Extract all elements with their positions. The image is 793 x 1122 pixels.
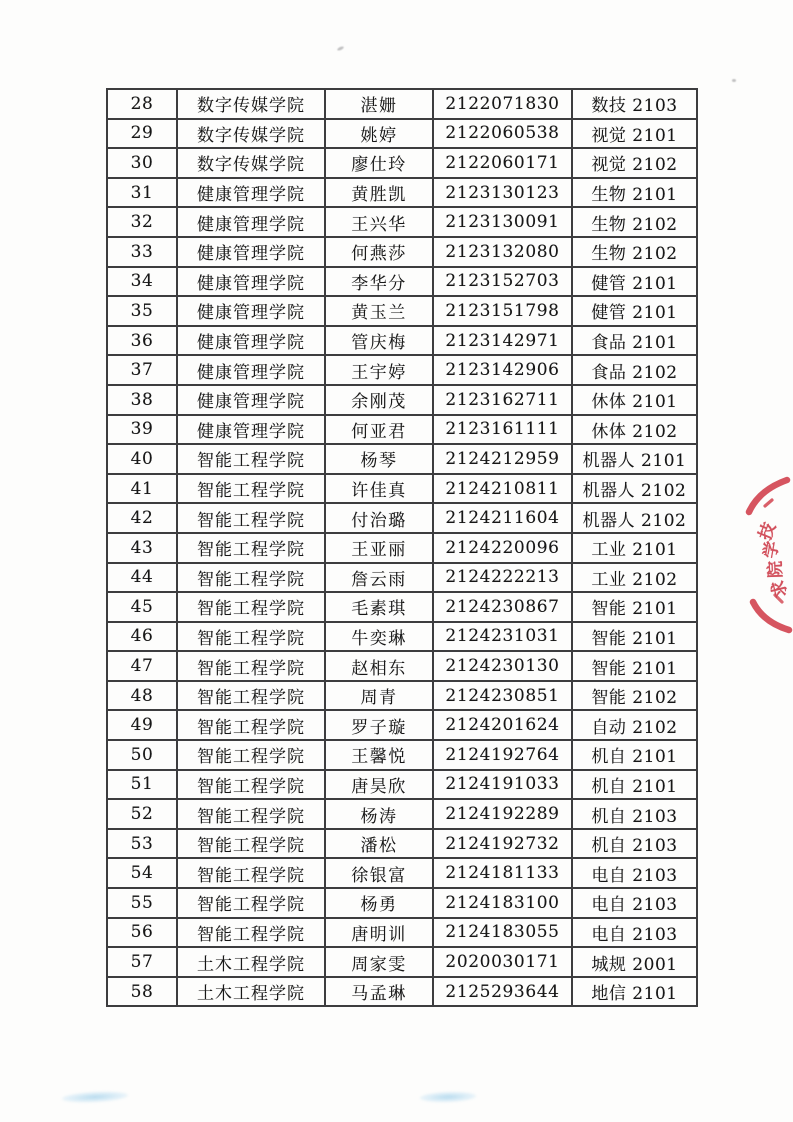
table-row <box>107 503 697 533</box>
student-name-cell: 詹云雨 <box>325 563 433 593</box>
student-name-cell: 罗子璇 <box>325 710 433 740</box>
scan-smudge <box>420 1091 476 1103</box>
table-row <box>107 326 697 356</box>
row-number-cell: 40 <box>107 444 177 474</box>
class-cell: 机自 2101 <box>572 740 697 770</box>
row-number-cell: 32 <box>107 207 177 237</box>
student-id-cell: 2123142971 <box>433 326 572 356</box>
row-number-cell: 37 <box>107 355 177 385</box>
official-seal-stamp <box>741 476 793 634</box>
class-cell: 视觉 2102 <box>572 148 697 178</box>
student-id-cell: 2123151798 <box>433 296 572 326</box>
table-row <box>107 148 697 178</box>
college-cell: 智能工程学院 <box>177 799 325 829</box>
college-cell: 智能工程学院 <box>177 740 325 770</box>
student-name-cell: 马孟琳 <box>325 977 433 1007</box>
class-cell: 机自 2103 <box>572 829 697 859</box>
college-cell: 健康管理学院 <box>177 326 325 356</box>
student-id-cell: 2124231031 <box>433 622 572 652</box>
row-number-cell: 56 <box>107 918 177 948</box>
table-row <box>107 563 697 593</box>
student-name-cell: 潘松 <box>325 829 433 859</box>
class-cell: 地信 2101 <box>572 977 697 1007</box>
table-row <box>107 799 697 829</box>
student-name-cell: 廖仕玲 <box>325 148 433 178</box>
row-number-cell: 57 <box>107 947 177 977</box>
seal-tick-mark <box>765 500 772 506</box>
student-id-cell: 2124220096 <box>433 533 572 563</box>
seal-character: 学 <box>760 539 784 561</box>
college-cell: 智能工程学院 <box>177 503 325 533</box>
table-row <box>107 977 697 1007</box>
row-number-cell: 28 <box>107 89 177 119</box>
class-cell: 健管 2101 <box>572 267 697 297</box>
row-number-cell: 31 <box>107 178 177 208</box>
college-cell: 智能工程学院 <box>177 770 325 800</box>
college-cell: 智能工程学院 <box>177 533 325 563</box>
student-name-cell: 杨琴 <box>325 444 433 474</box>
college-cell: 健康管理学院 <box>177 296 325 326</box>
class-cell: 数技 2103 <box>572 89 697 119</box>
class-cell: 自动 2102 <box>572 710 697 740</box>
student-id-cell: 2125293644 <box>433 977 572 1007</box>
class-cell: 电自 2103 <box>572 888 697 918</box>
class-cell: 工业 2101 <box>572 533 697 563</box>
class-cell: 工业 2102 <box>572 563 697 593</box>
student-name-cell: 唐明训 <box>325 918 433 948</box>
table-row <box>107 740 697 770</box>
student-id-cell: 2123161111 <box>433 415 572 445</box>
student-name-cell: 李华分 <box>325 267 433 297</box>
class-cell: 生物 2101 <box>572 178 697 208</box>
class-cell: 智能 2102 <box>572 681 697 711</box>
college-cell: 智能工程学院 <box>177 622 325 652</box>
student-name-cell: 唐昊欣 <box>325 770 433 800</box>
class-cell: 电自 2103 <box>572 858 697 888</box>
student-name-cell: 毛素琪 <box>325 592 433 622</box>
table-row <box>107 89 697 119</box>
student-id-cell: 2124183055 <box>433 918 572 948</box>
class-cell: 机自 2103 <box>572 799 697 829</box>
college-cell: 健康管理学院 <box>177 178 325 208</box>
scan-speck <box>337 46 345 52</box>
student-id-cell: 2124210811 <box>433 474 572 504</box>
table-row <box>107 296 697 326</box>
student-id-cell: 2124183100 <box>433 888 572 918</box>
row-number-cell: 58 <box>107 977 177 1007</box>
row-number-cell: 33 <box>107 237 177 267</box>
table-row <box>107 829 697 859</box>
row-number-cell: 38 <box>107 385 177 415</box>
college-cell: 土木工程学院 <box>177 947 325 977</box>
class-cell: 智能 2101 <box>572 622 697 652</box>
student-id-cell: 2124230130 <box>433 651 572 681</box>
student-name-cell: 许佳真 <box>325 474 433 504</box>
student-name-cell: 姚婷 <box>325 119 433 149</box>
row-number-cell: 35 <box>107 296 177 326</box>
student-id-cell: 2122060538 <box>433 119 572 149</box>
table-row <box>107 918 697 948</box>
table-row <box>107 770 697 800</box>
row-number-cell: 43 <box>107 533 177 563</box>
seal-character: 院 <box>765 560 787 579</box>
roster-table-container <box>106 88 698 1007</box>
table-row <box>107 355 697 385</box>
row-number-cell: 30 <box>107 148 177 178</box>
college-cell: 智能工程学院 <box>177 651 325 681</box>
student-name-cell: 余刚茂 <box>325 385 433 415</box>
class-cell: 休体 2101 <box>572 385 697 415</box>
college-cell: 智能工程学院 <box>177 563 325 593</box>
student-name-cell: 徐银富 <box>325 858 433 888</box>
class-cell: 机器人 2101 <box>572 444 697 474</box>
row-number-cell: 36 <box>107 326 177 356</box>
college-cell: 智能工程学院 <box>177 888 325 918</box>
college-cell: 智能工程学院 <box>177 474 325 504</box>
row-number-cell: 34 <box>107 267 177 297</box>
college-cell: 土木工程学院 <box>177 977 325 1007</box>
student-name-cell: 黄胜凯 <box>325 178 433 208</box>
college-cell: 健康管理学院 <box>177 267 325 297</box>
table-row <box>107 651 697 681</box>
college-cell: 智能工程学院 <box>177 918 325 948</box>
class-cell: 机器人 2102 <box>572 503 697 533</box>
row-number-cell: 46 <box>107 622 177 652</box>
student-id-cell: 2020030171 <box>433 947 572 977</box>
college-cell: 健康管理学院 <box>177 237 325 267</box>
table-row <box>107 237 697 267</box>
student-id-cell: 2124211604 <box>433 503 572 533</box>
row-number-cell: 44 <box>107 563 177 593</box>
class-cell: 食品 2101 <box>572 326 697 356</box>
table-row <box>107 592 697 622</box>
table-row <box>107 710 697 740</box>
student-id-cell: 2124181133 <box>433 858 572 888</box>
college-cell: 健康管理学院 <box>177 415 325 445</box>
class-cell: 智能 2101 <box>572 592 697 622</box>
class-cell: 机器人 2102 <box>572 474 697 504</box>
college-cell: 智能工程学院 <box>177 592 325 622</box>
student-name-cell: 管庆梅 <box>325 326 433 356</box>
student-name-cell: 王兴华 <box>325 207 433 237</box>
row-number-cell: 55 <box>107 888 177 918</box>
student-id-cell: 2122060171 <box>433 148 572 178</box>
table-row <box>107 119 697 149</box>
row-number-cell: 52 <box>107 799 177 829</box>
table-row <box>107 681 697 711</box>
student-id-cell: 2124201624 <box>433 710 572 740</box>
student-name-cell: 王宇婷 <box>325 355 433 385</box>
student-id-cell: 2124212959 <box>433 444 572 474</box>
seal-arc-top <box>749 480 787 512</box>
student-roster-table <box>106 88 698 1007</box>
student-name-cell: 王馨悦 <box>325 740 433 770</box>
student-name-cell: 付治璐 <box>325 503 433 533</box>
seal-tick-mark-2 <box>775 595 782 602</box>
table-row <box>107 947 697 977</box>
row-number-cell: 53 <box>107 829 177 859</box>
student-name-cell: 牛奕琳 <box>325 622 433 652</box>
row-number-cell: 39 <box>107 415 177 445</box>
student-id-cell: 2124191033 <box>433 770 572 800</box>
row-number-cell: 41 <box>107 474 177 504</box>
class-cell: 休体 2102 <box>572 415 697 445</box>
table-row <box>107 888 697 918</box>
class-cell: 机自 2101 <box>572 770 697 800</box>
class-cell: 城规 2001 <box>572 947 697 977</box>
class-cell: 智能 2101 <box>572 651 697 681</box>
row-number-cell: 50 <box>107 740 177 770</box>
seal-character: 技 <box>755 519 781 544</box>
table-row <box>107 415 697 445</box>
row-number-cell: 29 <box>107 119 177 149</box>
row-number-cell: 48 <box>107 681 177 711</box>
student-id-cell: 2124230867 <box>433 592 572 622</box>
student-name-cell: 黄玉兰 <box>325 296 433 326</box>
table-row <box>107 858 697 888</box>
student-id-cell: 2123130123 <box>433 178 572 208</box>
college-cell: 智能工程学院 <box>177 444 325 474</box>
table-row <box>107 178 697 208</box>
table-row <box>107 474 697 504</box>
college-cell: 智能工程学院 <box>177 829 325 859</box>
college-cell: 数字传媒学院 <box>177 89 325 119</box>
row-number-cell: 47 <box>107 651 177 681</box>
student-id-cell: 2123142906 <box>433 355 572 385</box>
student-name-cell: 赵相东 <box>325 651 433 681</box>
student-name-cell: 何亚君 <box>325 415 433 445</box>
student-id-cell: 2124230851 <box>433 681 572 711</box>
table-row <box>107 533 697 563</box>
roster-table-body <box>107 89 697 1006</box>
college-cell: 健康管理学院 <box>177 355 325 385</box>
row-number-cell: 49 <box>107 710 177 740</box>
table-row <box>107 207 697 237</box>
college-cell: 健康管理学院 <box>177 385 325 415</box>
college-cell: 数字传媒学院 <box>177 148 325 178</box>
student-name-cell: 周家雯 <box>325 947 433 977</box>
college-cell: 数字传媒学院 <box>177 119 325 149</box>
class-cell: 健管 2101 <box>572 296 697 326</box>
class-cell: 生物 2102 <box>572 207 697 237</box>
class-cell: 食品 2102 <box>572 355 697 385</box>
student-name-cell: 湛姗 <box>325 89 433 119</box>
student-id-cell: 2124192732 <box>433 829 572 859</box>
student-id-cell: 2123132080 <box>433 237 572 267</box>
student-name-cell: 周青 <box>325 681 433 711</box>
seal-ring-arcs <box>741 476 793 634</box>
class-cell: 电自 2103 <box>572 918 697 948</box>
class-cell: 生物 2102 <box>572 237 697 267</box>
student-name-cell: 杨涛 <box>325 799 433 829</box>
table-row <box>107 385 697 415</box>
student-id-cell: 2122071830 <box>433 89 572 119</box>
seal-character: 求 <box>768 578 792 600</box>
college-cell: 健康管理学院 <box>177 207 325 237</box>
student-id-cell: 2124222213 <box>433 563 572 593</box>
student-id-cell: 2123152703 <box>433 267 572 297</box>
college-cell: 智能工程学院 <box>177 681 325 711</box>
college-cell: 智能工程学院 <box>177 710 325 740</box>
row-number-cell: 54 <box>107 858 177 888</box>
table-row <box>107 622 697 652</box>
row-number-cell: 45 <box>107 592 177 622</box>
student-id-cell: 2124192764 <box>433 740 572 770</box>
scan-smudge <box>62 1090 128 1103</box>
student-id-cell: 2123162711 <box>433 385 572 415</box>
class-cell: 视觉 2101 <box>572 119 697 149</box>
college-cell: 智能工程学院 <box>177 858 325 888</box>
table-row <box>107 267 697 297</box>
table-row <box>107 444 697 474</box>
row-number-cell: 42 <box>107 503 177 533</box>
student-name-cell: 杨勇 <box>325 888 433 918</box>
student-name-cell: 何燕莎 <box>325 237 433 267</box>
row-number-cell: 51 <box>107 770 177 800</box>
student-name-cell: 王亚丽 <box>325 533 433 563</box>
student-id-cell: 2124192289 <box>433 799 572 829</box>
scan-speck <box>732 79 736 82</box>
student-id-cell: 2123130091 <box>433 207 572 237</box>
seal-arc-bottom <box>753 602 789 630</box>
